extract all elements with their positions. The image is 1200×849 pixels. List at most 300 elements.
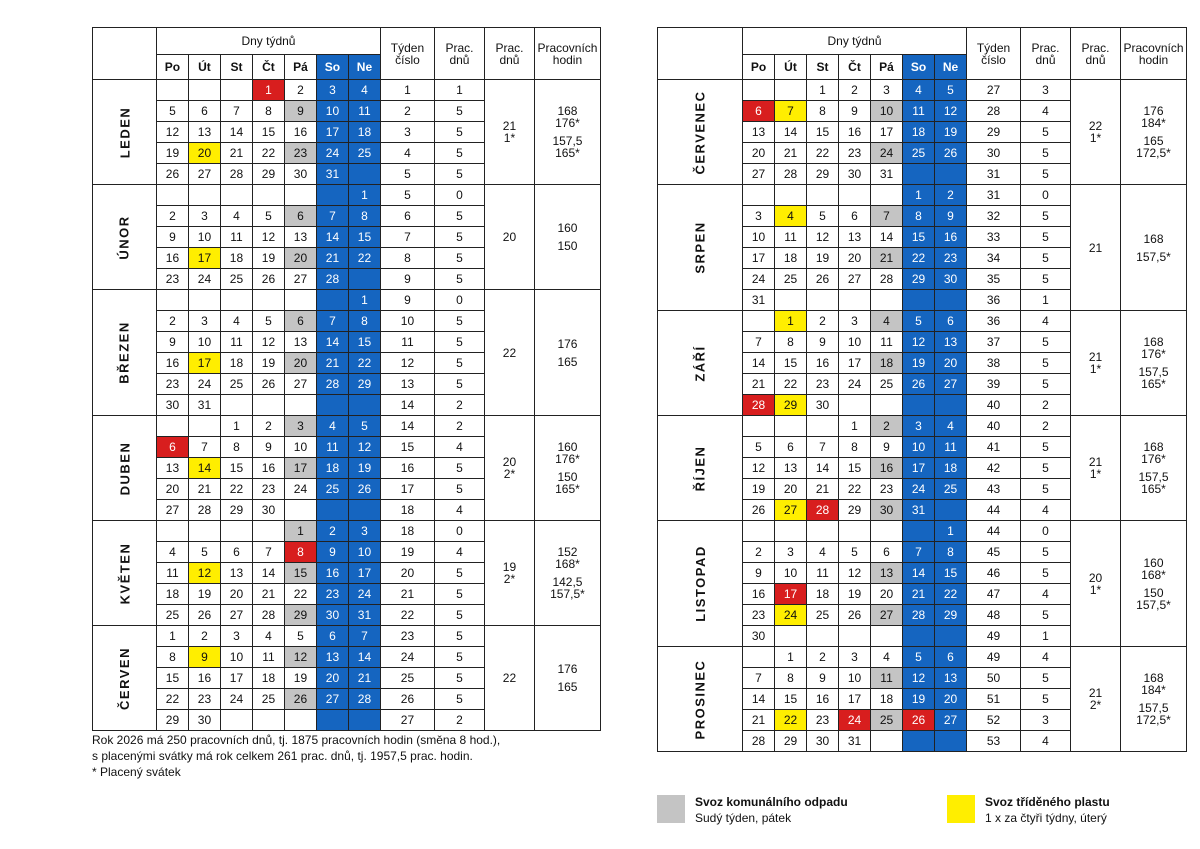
week-row <box>658 311 1187 332</box>
legend-waste-desc: Sudý týden, pátek <box>695 811 792 825</box>
day-cell: 20 <box>284 248 316 269</box>
day-cell: 16 <box>839 122 871 143</box>
day-cell: 4 <box>252 626 284 647</box>
day-cell: 5 <box>935 80 967 101</box>
work-hours-value: 176* <box>1141 347 1166 361</box>
day-cell: 12 <box>252 332 284 353</box>
month-work-hours <box>534 290 600 416</box>
day-cell: 9 <box>252 437 284 458</box>
day-cell: 20 <box>839 248 871 269</box>
day-cell: 6 <box>743 101 775 122</box>
day-cell: 13 <box>188 122 220 143</box>
day-cell: 2 <box>156 311 188 332</box>
day-cell: 27 <box>316 689 348 710</box>
day-cell: 9 <box>156 332 188 353</box>
day-cell: 15 <box>348 332 380 353</box>
month-work-days-value: 21 <box>1088 240 1103 255</box>
day-cell: 11 <box>871 668 903 689</box>
day-cell: 3 <box>188 206 220 227</box>
day-cell <box>348 395 380 416</box>
day-cell: 21 <box>743 374 775 395</box>
day-cell: 25 <box>871 710 903 731</box>
month-name: DUBEN <box>116 441 132 495</box>
day-cell: 13 <box>839 227 871 248</box>
day-cell: 7 <box>316 206 348 227</box>
day-cell: 25 <box>775 269 807 290</box>
day-cell: 18 <box>252 668 284 689</box>
day-cell: 13 <box>284 332 316 353</box>
week-work-days: 5 <box>1021 332 1071 353</box>
work-days-header: Prac. dnů <box>434 28 484 80</box>
month-work-hours <box>1121 416 1187 521</box>
day-cell: 4 <box>871 311 903 332</box>
month-work-days <box>1071 80 1121 185</box>
day-cell: 7 <box>252 542 284 563</box>
day-cell: 23 <box>839 143 871 164</box>
day-cell <box>807 185 839 206</box>
day-cell: 18 <box>156 584 188 605</box>
day-cell: 20 <box>935 689 967 710</box>
day-cell: 21 <box>220 143 252 164</box>
day-name-header: Po <box>743 55 775 80</box>
day-cell: 2 <box>839 80 871 101</box>
day-cell: 23 <box>743 605 775 626</box>
day-name-header: Čt <box>839 55 871 80</box>
day-cell: 17 <box>188 248 220 269</box>
day-cell <box>775 521 807 542</box>
day-cell: 2 <box>156 206 188 227</box>
day-cell: 14 <box>316 227 348 248</box>
week-number: 34 <box>967 248 1021 269</box>
week-work-days: 5 <box>1021 122 1071 143</box>
day-cell: 11 <box>807 563 839 584</box>
week-work-days: 4 <box>1021 584 1071 605</box>
day-cell: 24 <box>839 374 871 395</box>
work-hours-header: Pracovních hodin <box>534 28 600 80</box>
day-cell: 5 <box>348 416 380 437</box>
week-number: 9 <box>380 269 434 290</box>
day-cell: 7 <box>316 311 348 332</box>
day-cell: 18 <box>775 248 807 269</box>
day-cell <box>903 395 935 416</box>
day-cell: 8 <box>284 542 316 563</box>
day-cell <box>156 80 188 101</box>
month-work-days-value: 1* <box>1089 582 1102 597</box>
week-work-days: 0 <box>434 290 484 311</box>
month-work-days-value: 22 <box>1088 119 1103 133</box>
day-cell: 28 <box>903 605 935 626</box>
day-name-header: So <box>903 55 935 80</box>
day-cell <box>903 290 935 311</box>
day-cell <box>188 521 220 542</box>
day-cell: 15 <box>839 458 871 479</box>
day-cell: 13 <box>871 563 903 584</box>
day-cell: 31 <box>871 164 903 185</box>
day-cell <box>188 80 220 101</box>
month-label <box>93 521 157 626</box>
week-work-days: 5 <box>434 332 484 353</box>
week-work-days: 5 <box>1021 689 1071 710</box>
day-cell: 28 <box>348 689 380 710</box>
day-cell: 8 <box>252 101 284 122</box>
day-cell: 28 <box>252 605 284 626</box>
day-cell: 2 <box>935 185 967 206</box>
work-hours-group <box>1121 471 1186 495</box>
day-cell: 16 <box>284 122 316 143</box>
day-cell: 30 <box>807 731 839 752</box>
month-work-hours <box>1121 647 1187 752</box>
work-hours-value: 172,5* <box>1136 713 1171 727</box>
day-cell <box>903 521 935 542</box>
day-cell: 19 <box>935 122 967 143</box>
month-label <box>658 80 743 185</box>
work-hours-group <box>535 441 600 465</box>
day-cell: 22 <box>220 479 252 500</box>
day-cell: 8 <box>935 542 967 563</box>
day-cell <box>807 626 839 647</box>
day-cell: 12 <box>903 668 935 689</box>
work-hours-value: 157,5 <box>1138 470 1169 484</box>
month-work-hours <box>1121 80 1187 185</box>
day-cell <box>743 521 775 542</box>
week-work-days: 4 <box>1021 311 1071 332</box>
day-cell: 7 <box>903 542 935 563</box>
week-number: 3 <box>380 122 434 143</box>
day-cell: 25 <box>252 689 284 710</box>
day-cell: 24 <box>743 269 775 290</box>
month-work-days-value: 1* <box>503 131 516 145</box>
day-cell: 24 <box>348 584 380 605</box>
week-row <box>658 521 1187 542</box>
day-cell: 14 <box>807 458 839 479</box>
month-work-days <box>484 80 534 185</box>
month-work-hours <box>1121 311 1187 416</box>
week-row <box>93 185 601 206</box>
day-cell: 4 <box>935 416 967 437</box>
day-cell: 26 <box>807 269 839 290</box>
day-cell: 16 <box>252 458 284 479</box>
month-label <box>658 311 743 416</box>
day-cell <box>348 710 380 731</box>
day-cell: 30 <box>871 500 903 521</box>
week-work-days: 5 <box>434 458 484 479</box>
week-number: 41 <box>967 437 1021 458</box>
day-cell: 2 <box>316 521 348 542</box>
day-cell: 8 <box>807 101 839 122</box>
week-number: 4 <box>380 143 434 164</box>
day-cell <box>743 80 775 101</box>
day-cell: 14 <box>775 122 807 143</box>
month-work-days-value: 22 <box>502 671 517 685</box>
day-cell <box>284 290 316 311</box>
week-number: 24 <box>380 647 434 668</box>
week-work-days: 5 <box>1021 227 1071 248</box>
month-work-days-value: 20 <box>502 455 517 469</box>
day-name-header: Ne <box>348 55 380 80</box>
day-cell <box>316 290 348 311</box>
day-cell: 24 <box>316 143 348 164</box>
week-work-days: 5 <box>434 248 484 269</box>
month-work-hours <box>534 80 600 185</box>
days-header: Dny týdnů <box>743 28 967 55</box>
week-work-days: 5 <box>434 311 484 332</box>
month-label <box>658 647 743 752</box>
month-work-hours <box>1121 185 1187 311</box>
day-cell: 3 <box>839 647 871 668</box>
day-cell: 6 <box>775 437 807 458</box>
day-cell: 19 <box>903 689 935 710</box>
work-hours-value: 168 <box>557 104 578 118</box>
day-cell: 29 <box>252 164 284 185</box>
day-cell: 9 <box>839 101 871 122</box>
week-row <box>93 521 601 542</box>
month-name: ČERVENEC <box>692 89 708 175</box>
day-cell: 26 <box>252 374 284 395</box>
day-cell: 10 <box>188 227 220 248</box>
day-cell <box>807 521 839 542</box>
week-row <box>93 626 601 647</box>
day-cell: 21 <box>775 143 807 164</box>
footnote <box>92 732 572 780</box>
day-cell: 17 <box>839 353 871 374</box>
week-work-days: 5 <box>1021 248 1071 269</box>
day-cell: 28 <box>807 500 839 521</box>
day-cell: 11 <box>252 647 284 668</box>
day-cell: 16 <box>743 584 775 605</box>
month-work-days <box>1071 416 1121 521</box>
day-cell: 25 <box>935 479 967 500</box>
day-cell: 19 <box>348 458 380 479</box>
day-cell: 24 <box>284 479 316 500</box>
day-cell: 17 <box>316 122 348 143</box>
day-cell: 27 <box>156 500 188 521</box>
day-cell: 24 <box>188 269 220 290</box>
day-cell: 6 <box>871 542 903 563</box>
week-work-days: 2 <box>434 416 484 437</box>
day-cell: 18 <box>348 122 380 143</box>
day-cell: 3 <box>348 521 380 542</box>
day-name-header: Pá <box>284 55 316 80</box>
week-work-days: 5 <box>434 122 484 143</box>
week-work-days: 5 <box>1021 143 1071 164</box>
day-cell: 1 <box>348 290 380 311</box>
day-cell: 27 <box>284 374 316 395</box>
work-hours-group <box>1121 702 1186 726</box>
week-work-days: 4 <box>1021 101 1071 122</box>
work-hours-value: 184* <box>1141 116 1166 130</box>
week-work-days: 5 <box>434 227 484 248</box>
day-cell: 1 <box>284 521 316 542</box>
day-cell: 12 <box>348 437 380 458</box>
day-cell <box>775 185 807 206</box>
day-cell: 18 <box>903 122 935 143</box>
day-cell: 10 <box>743 227 775 248</box>
day-cell: 4 <box>903 80 935 101</box>
week-number: 49 <box>967 647 1021 668</box>
day-cell: 3 <box>743 206 775 227</box>
day-cell <box>775 416 807 437</box>
day-cell <box>316 185 348 206</box>
day-cell: 16 <box>807 689 839 710</box>
day-cell: 12 <box>188 563 220 584</box>
week-number: 26 <box>380 689 434 710</box>
day-cell <box>188 185 220 206</box>
day-cell: 31 <box>903 500 935 521</box>
day-cell: 29 <box>775 731 807 752</box>
week-work-days: 3 <box>1021 710 1071 731</box>
day-cell <box>903 626 935 647</box>
day-cell: 19 <box>188 584 220 605</box>
week-work-days: 1 <box>1021 290 1071 311</box>
day-cell: 2 <box>188 626 220 647</box>
day-cell: 18 <box>316 458 348 479</box>
day-cell: 30 <box>252 500 284 521</box>
day-cell: 14 <box>252 563 284 584</box>
day-cell: 22 <box>348 353 380 374</box>
day-cell: 18 <box>220 248 252 269</box>
week-number: 18 <box>380 521 434 542</box>
day-cell: 29 <box>348 374 380 395</box>
day-cell: 24 <box>871 143 903 164</box>
legend-plastic-desc: 1 x za čtyři týdny, úterý <box>985 811 1107 825</box>
week-number: 36 <box>967 311 1021 332</box>
month-name: SRPEN <box>692 221 708 274</box>
day-cell: 15 <box>775 689 807 710</box>
day-cell: 1 <box>935 521 967 542</box>
day-cell <box>871 626 903 647</box>
month-work-days-value: 21 <box>502 119 517 133</box>
day-cell: 24 <box>188 374 220 395</box>
day-cell: 12 <box>252 227 284 248</box>
week-work-days: 5 <box>434 689 484 710</box>
week-number: 13 <box>380 374 434 395</box>
day-cell: 9 <box>156 227 188 248</box>
day-cell: 22 <box>935 584 967 605</box>
day-cell <box>743 185 775 206</box>
week-number: 43 <box>967 479 1021 500</box>
day-cell <box>316 395 348 416</box>
week-work-days: 5 <box>434 143 484 164</box>
day-cell: 21 <box>252 584 284 605</box>
work-hours-value: 165* <box>1141 482 1166 496</box>
day-cell: 3 <box>316 80 348 101</box>
day-cell: 16 <box>188 668 220 689</box>
day-cell: 10 <box>775 563 807 584</box>
week-number: 45 <box>967 542 1021 563</box>
week-number: 21 <box>380 584 434 605</box>
day-cell: 10 <box>348 542 380 563</box>
day-cell: 11 <box>316 437 348 458</box>
day-cell: 5 <box>188 542 220 563</box>
day-cell <box>252 521 284 542</box>
week-number: 48 <box>967 605 1021 626</box>
day-cell <box>775 290 807 311</box>
day-cell <box>220 80 252 101</box>
work-hours-value: 157,5* <box>550 587 585 601</box>
work-hours-group <box>1121 233 1186 245</box>
day-cell: 20 <box>188 143 220 164</box>
week-work-days: 5 <box>1021 605 1071 626</box>
day-cell: 15 <box>935 563 967 584</box>
month-work-days <box>1071 311 1121 416</box>
day-cell: 13 <box>935 332 967 353</box>
week-number: 50 <box>967 668 1021 689</box>
day-cell: 20 <box>871 584 903 605</box>
day-cell: 25 <box>316 479 348 500</box>
day-cell: 14 <box>871 227 903 248</box>
day-cell: 15 <box>807 122 839 143</box>
work-hours-value: 184* <box>1141 683 1166 697</box>
day-cell: 23 <box>807 374 839 395</box>
day-cell: 12 <box>903 332 935 353</box>
day-cell: 17 <box>348 563 380 584</box>
month-work-days-value: 20 <box>502 230 517 244</box>
day-cell: 11 <box>903 101 935 122</box>
week-number: 9 <box>380 290 434 311</box>
work-days-header: Prac. dnů <box>1021 28 1071 80</box>
work-hours-value: 157,5* <box>1136 249 1171 264</box>
week-work-days: 5 <box>434 353 484 374</box>
day-cell: 15 <box>220 458 252 479</box>
day-cell: 14 <box>743 689 775 710</box>
day-cell <box>316 710 348 731</box>
work-hours-value: 176* <box>1141 452 1166 466</box>
day-cell: 16 <box>935 227 967 248</box>
day-cell: 17 <box>220 668 252 689</box>
day-cell: 14 <box>903 563 935 584</box>
work-hours-value: 150 <box>557 470 578 484</box>
day-cell <box>284 500 316 521</box>
day-cell: 17 <box>743 248 775 269</box>
month-work-days-value: 21 <box>1088 686 1103 700</box>
week-number: 44 <box>967 521 1021 542</box>
day-cell: 12 <box>935 101 967 122</box>
work-hours-value: 165 <box>557 354 578 369</box>
day-cell: 27 <box>743 164 775 185</box>
day-cell: 3 <box>775 542 807 563</box>
work-hours-value: 157,5 <box>1138 701 1169 715</box>
day-cell: 6 <box>935 311 967 332</box>
day-cell: 2 <box>284 80 316 101</box>
day-cell <box>252 710 284 731</box>
work-hours-group <box>535 356 600 368</box>
day-cell: 23 <box>871 479 903 500</box>
day-cell: 22 <box>348 248 380 269</box>
calendar-table <box>92 27 601 731</box>
day-cell: 15 <box>156 668 188 689</box>
work-hours-value: 176* <box>555 452 580 466</box>
day-cell: 20 <box>935 353 967 374</box>
work-hours-value: 150 <box>1143 585 1164 600</box>
week-number: 40 <box>967 395 1021 416</box>
week-number: 23 <box>380 626 434 647</box>
month-work-days <box>1071 647 1121 752</box>
day-cell: 20 <box>156 479 188 500</box>
week-work-days: 5 <box>434 164 484 185</box>
day-cell: 16 <box>156 248 188 269</box>
month-work-days-value: 22 <box>502 345 517 360</box>
week-work-days: 5 <box>434 605 484 626</box>
week-number: 37 <box>967 332 1021 353</box>
day-cell: 3 <box>284 416 316 437</box>
month-label <box>658 185 743 311</box>
day-cell: 31 <box>188 395 220 416</box>
day-cell: 3 <box>839 311 871 332</box>
day-cell <box>871 521 903 542</box>
day-cell: 1 <box>839 416 871 437</box>
work-hours-value: 165* <box>1141 377 1166 391</box>
day-cell: 25 <box>903 143 935 164</box>
